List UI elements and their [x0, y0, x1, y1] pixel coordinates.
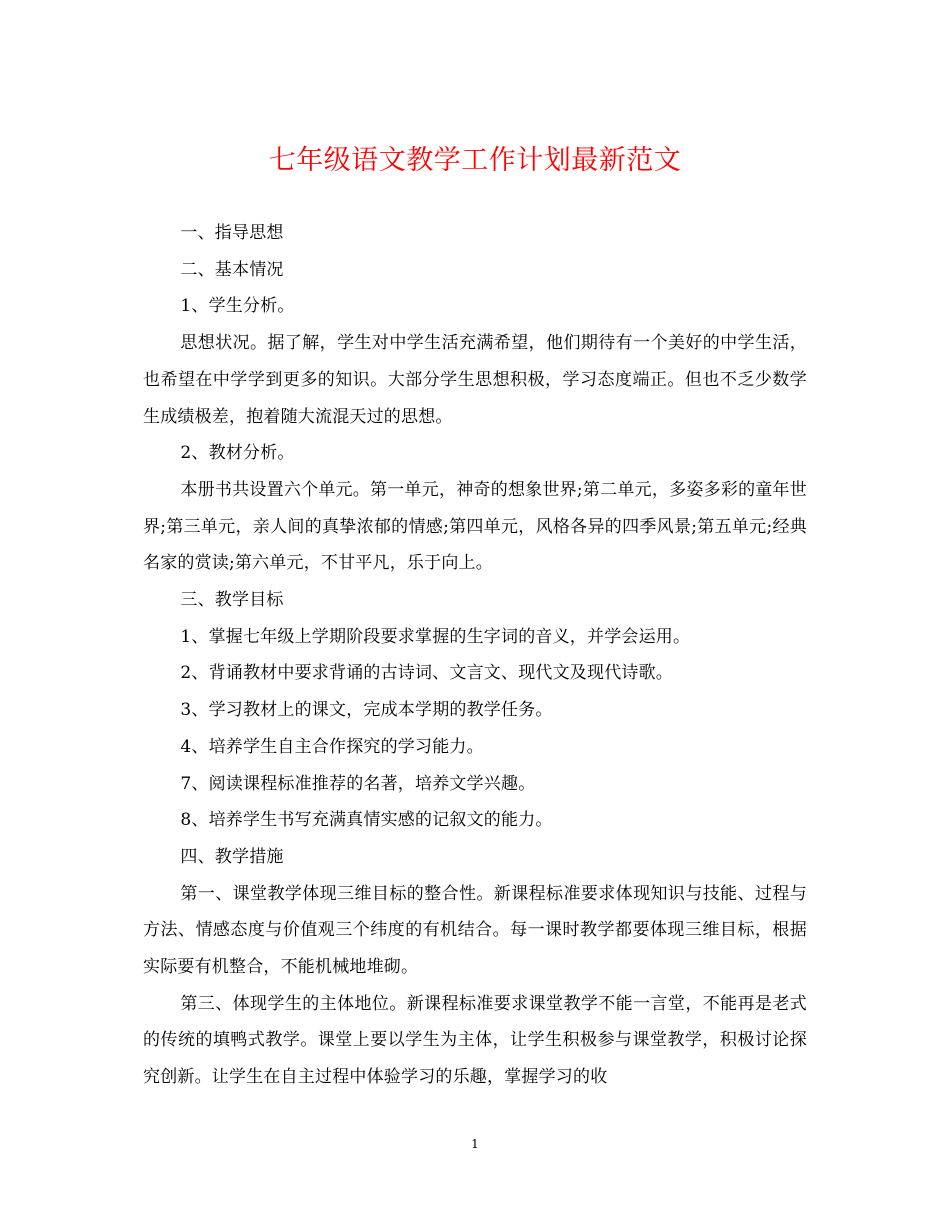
goal-item: 7、阅读课程标准推荐的名著，培养文学兴趣。	[180, 773, 536, 794]
page-number: 1	[471, 1137, 479, 1151]
goal-item: 3、学习教材上的课文，完成本学期的教学任务。	[180, 700, 553, 721]
subheading-student-analysis: 1、学生分析。	[180, 296, 295, 317]
paragraph-measure-first: 第一、课堂教学体现三维目标的整合性。新课程标准要求体现知识与技能、过程与方法、情感态度与价值观三个纬度的有机结合。每一课时教学都要体现三维目标，根据实际要有机整合，不能机械地堆砌。	[143, 883, 807, 978]
goal-item: 2、背诵教材中要求背诵的古诗词、文言文、现代文及现代诗歌。	[180, 663, 674, 684]
paragraph-textbook-units: 本册书共设置六个单元。第一单元，神奇的想象世界;第二单元，多姿多彩的童年世界;第三单元，亲人间的真挚浓郁的情感;第四单元，风格各异的四季风景;第五单元;经典名家的赏读;第六单元，不甘平凡，乐于向上。	[143, 479, 807, 574]
heading-guiding-ideology: 一、指导思想	[180, 223, 284, 243]
paragraph-measure-third: 第三、体现学生的主体地位。新课程标准要求课堂教学不能一言堂，不能再是老式的传统的填鸭式教学。课堂上要以学生为主体，让学生积极参与课堂教学，积极讨论探究创新。让学生在自主过程中体验学习的乐趣，掌握学习的收	[143, 993, 807, 1088]
heading-teaching-goals: 三、教学目标	[180, 590, 284, 611]
subheading-textbook-analysis: 2、教材分析。	[180, 443, 295, 464]
goal-item: 4、培养学生自主合作探究的学习能力。	[180, 736, 484, 757]
paragraph-student-thoughts: 思想状况。据了解，学生对中学生活充满希望，他们期待有一个美好的中学生活，也希望在中学学到更多的知识。大部分学生思想积极，学习态度端正。但也不乏少数学生成绩极差，抱着随大流混天过的思想。	[143, 333, 807, 427]
goal-item: 8、培养学生书写充满真情实感的记叙文的能力。	[180, 810, 553, 831]
document-body	[143, 215, 807, 1096]
goal-item: 1、掌握七年级上学期阶段要求掌握的生字词的音义，并学会运用。	[180, 626, 691, 647]
heading-teaching-measures: 四、教学措施	[180, 846, 284, 867]
document-title: 七年级语文教学工作计划最新范文	[268, 145, 682, 176]
heading-basic-situation: 二、基本情况	[180, 259, 284, 280]
